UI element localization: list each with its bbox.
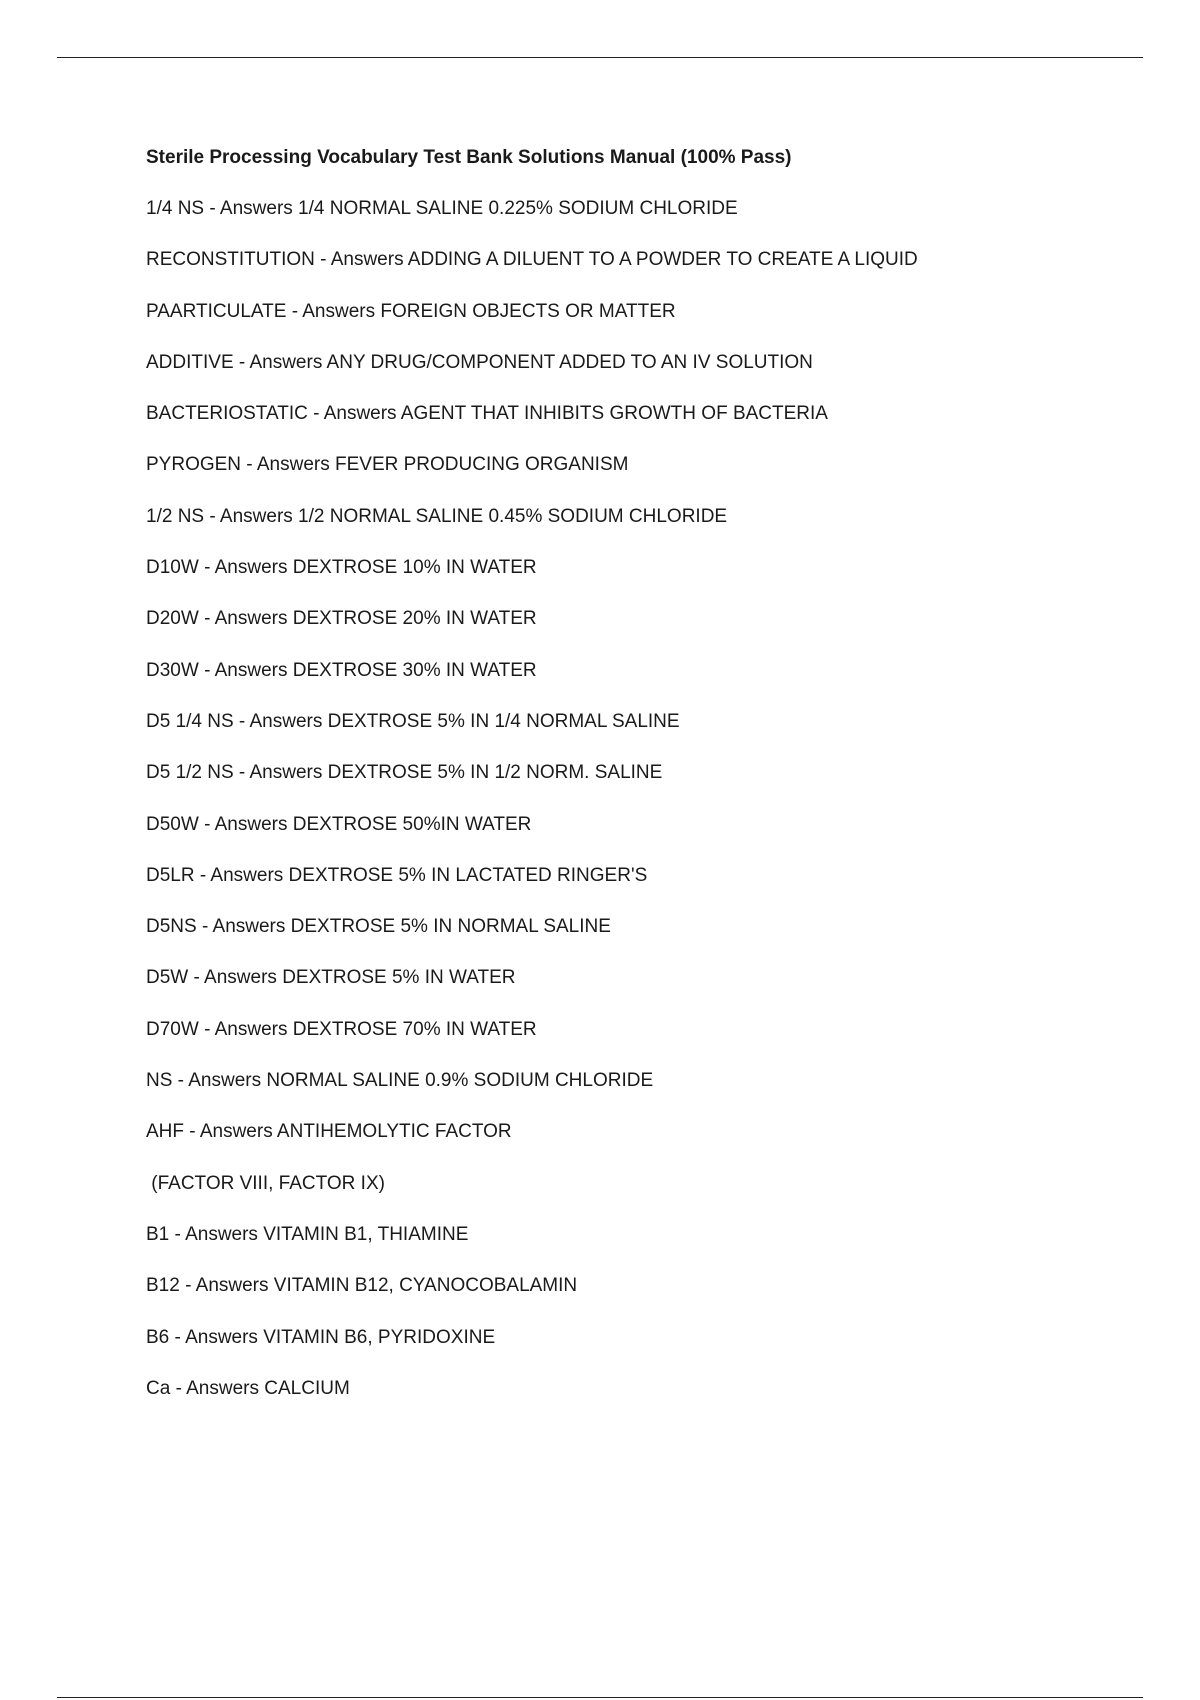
vocabulary-entry: PYROGEN - Answers FEVER PRODUCING ORGANISM — [146, 454, 629, 476]
vocabulary-entry: D50W - Answers DEXTROSE 50%IN WATER — [146, 813, 532, 835]
vocabulary-entry: D10W - Answers DEXTROSE 10% IN WATER — [146, 557, 537, 579]
vocabulary-entry: AHF - Answers ANTIHEMOLYTIC FACTOR — [146, 1121, 512, 1143]
footer-rule — [57, 1697, 1143, 1698]
vocabulary-entry: D30W - Answers DEXTROSE 30% IN WATER — [146, 659, 537, 681]
vocabulary-entry: 1/2 NS - Answers 1/2 NORMAL SALINE 0.45% SODIUM CHLORIDE — [146, 505, 728, 527]
vocabulary-entry: B12 - Answers VITAMIN B12, CYANOCOBALAMIN — [146, 1275, 578, 1297]
vocabulary-entry: D70W - Answers DEXTROSE 70% IN WATER — [146, 1018, 537, 1040]
vocabulary-entry: Ca - Answers CALCIUM — [146, 1377, 350, 1399]
vocabulary-entry: RECONSTITUTION - Answers ADDING A DILUENT TO A POWDER TO CREATE A LIQUID — [146, 249, 918, 271]
vocabulary-entry: D5 1/2 NS - Answers DEXTROSE 5% IN 1/2 NORM. SALINE — [146, 762, 663, 784]
vocabulary-list — [146, 197, 1106, 1401]
vocabulary-entry: B6 - Answers VITAMIN B6, PYRIDOXINE — [146, 1326, 496, 1348]
header-rule — [57, 57, 1143, 58]
vocabulary-entry: D5 1/4 NS - Answers DEXTROSE 5% IN 1/4 NORMAL SALINE — [146, 710, 680, 732]
document-title: Sterile Processing Vocabulary Test Bank Solutions Manual (100% Pass) — [146, 147, 792, 168]
vocabulary-entry-continuation: (FACTOR VIII, FACTOR IX) — [146, 1172, 385, 1194]
vocabulary-entry: PAARTICULATE - Answers FOREIGN OBJECTS OR MATTER — [146, 300, 676, 322]
vocabulary-entry: NS - Answers NORMAL SALINE 0.9% SODIUM CHLORIDE — [146, 1070, 654, 1092]
vocabulary-entry: BACTERIOSTATIC - Answers AGENT THAT INHIBITS GROWTH OF BACTERIA — [146, 403, 828, 425]
vocabulary-entry: 1/4 NS - Answers 1/4 NORMAL SALINE 0.225% SODIUM CHLORIDE — [146, 198, 738, 219]
vocabulary-entry: D5W - Answers DEXTROSE 5% IN WATER — [146, 967, 516, 989]
vocabulary-entry: D20W - Answers DEXTROSE 20% IN WATER — [146, 608, 537, 630]
document-body — [146, 146, 1106, 1428]
vocabulary-entry: ADDITIVE - Answers ANY DRUG/COMPONENT ADDED TO AN IV SOLUTION — [146, 351, 813, 373]
vocabulary-entry: D5LR - Answers DEXTROSE 5% IN LACTATED RINGER'S — [146, 864, 648, 886]
vocabulary-entry: D5NS - Answers DEXTROSE 5% IN NORMAL SALINE — [146, 916, 611, 938]
vocabulary-entry: B1 - Answers VITAMIN B1, THIAMINE — [146, 1223, 469, 1245]
